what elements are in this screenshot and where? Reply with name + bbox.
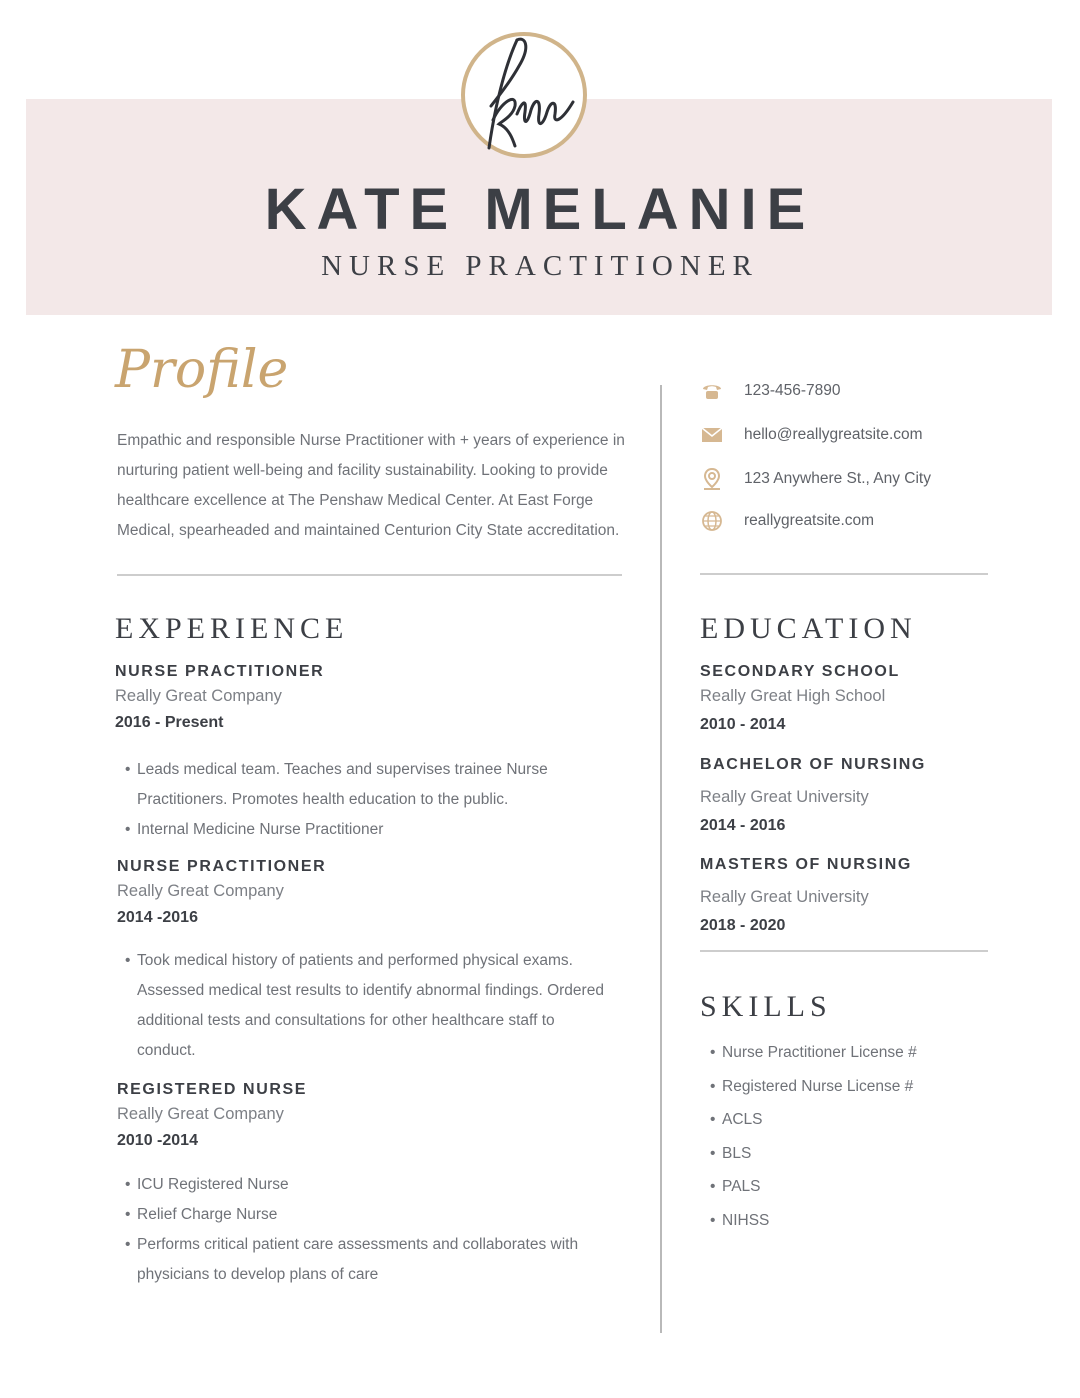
job-company: Really Great Company [117,882,284,900]
education-heading: EDUCATION [700,612,917,645]
education-item [700,756,1000,835]
education-degree: BACHELOR OF NURSING [700,756,926,773]
list-item: • NIHSS [710,1204,990,1238]
experience-heading: EXPERIENCE [115,612,349,645]
profile-divider [117,574,622,576]
education-dates: 2014 - 2016 [700,817,786,834]
list-item: • Internal Medicine Nurse Practitioner [125,815,585,845]
profile-text: Empathic and responsible Nurse Practitioner with + years of experience in nurturing patient well-being and facility sustainability. Looking to provide healthcare excellence at The Penshaw Medical Center. At East Forge Medical, spearheaded and maintained Centurion City State accreditation. [117,432,625,539]
education-school: Really Great University [700,788,869,806]
education-school: Really Great High School [700,687,886,705]
education-item [700,856,1000,935]
list-item: • Relief Charge Nurse [125,1200,615,1230]
skills-heading: SKILLS [700,990,832,1023]
list-item: • PALS [710,1170,990,1204]
education-divider [700,950,988,952]
list-item: • Registered Nurse License # [710,1070,990,1104]
monogram-script-km [465,36,583,154]
job-company: Really Great Company [115,687,282,705]
education-item [700,663,1000,734]
list-item: • Nurse Practitioner License # [710,1036,990,1070]
email-icon [700,423,724,447]
job-title: NURSE PRACTITIONER [115,663,325,680]
job-dates: 2014 -2016 [117,909,198,926]
experience-item [117,1081,627,1150]
contact-address [700,465,931,493]
list-item: • ICU Registered Nurse [125,1170,615,1200]
monogram-logo [461,32,587,158]
job-company: Really Great Company [117,1105,284,1123]
phone-icon [700,379,724,403]
contact-address-text: 123 Anywhere St., Any City [744,470,931,487]
education-dates: 2010 - 2014 [700,716,786,733]
list-item: • Performs critical patient care assessments and collaborates with physicians to develop plans of care [125,1230,615,1290]
skills-list [710,1036,990,1237]
candidate-name: KATE MELANIE [264,177,816,242]
candidate-title: NURSE PRACTITIONER [321,250,759,282]
job-bullets [125,755,585,845]
experience-item [117,858,627,927]
list-item: • BLS [710,1137,990,1171]
list-item: • Leads medical team. Teaches and supervises trainee Nurse Practitioners. Promotes health education to the public. [125,755,585,815]
education-school: Really Great University [700,888,869,906]
contact-email[interactable] [700,421,931,449]
contact-website[interactable] [700,507,931,535]
column-divider [660,385,662,1333]
contact-list [700,377,931,535]
job-title: REGISTERED NURSE [117,1081,308,1098]
contact-divider [700,573,988,575]
contact-phone[interactable] [700,377,931,405]
location-pin-icon [700,467,724,491]
job-title: NURSE PRACTITIONER [117,858,327,875]
job-bullets [125,1170,615,1290]
profile-heading: Profile [115,340,289,400]
list-item: • Took medical history of patients and performed physical exams. Assessed medical test results to identify abnormal findings. Ordered additional tests and consultations for other healthcare staff to conduct. [125,946,615,1066]
education-degree: MASTERS OF NURSING [700,856,912,873]
contact-phone-text: 123-456-7890 [744,382,841,399]
contact-email-text: hello@reallygreatsite.com [744,426,923,443]
globe-icon [700,509,724,533]
contact-website-text: reallygreatsite.com [744,512,875,529]
list-item: • ACLS [710,1103,990,1137]
education-dates: 2018 - 2020 [700,917,786,934]
education-degree: SECONDARY SCHOOL [700,663,900,680]
job-dates: 2010 -2014 [117,1132,198,1149]
job-dates: 2016 - Present [115,714,224,731]
job-bullets [125,946,615,1066]
experience-item [115,663,625,732]
